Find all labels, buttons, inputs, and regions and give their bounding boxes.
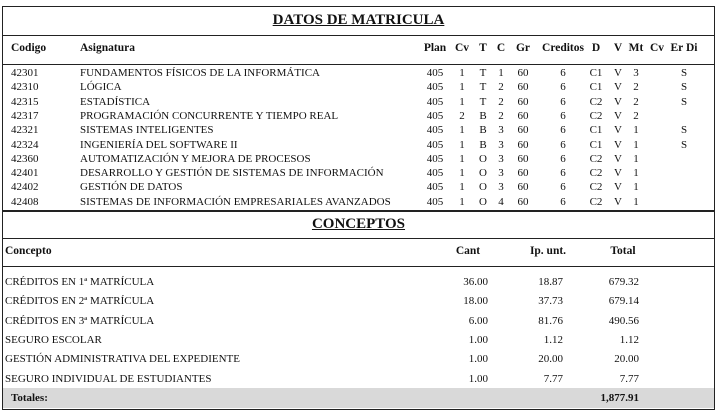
matricula-cell-cv: 1 — [459, 167, 465, 180]
matricula-cell-c: 3 — [498, 152, 504, 165]
column-header-plan: Plan — [423, 42, 447, 54]
matricula-cell-creditos: 6 — [560, 95, 566, 108]
matricula-cell-cv: 1 — [459, 152, 465, 165]
matricula-cell-v: V — [614, 138, 622, 151]
matricula-cell-codigo: 42324 — [11, 138, 39, 151]
matricula-cell-gr: 60 — [517, 195, 529, 208]
matricula-cell-creditos: 6 — [560, 67, 566, 79]
matricula-cell-d: C1 — [589, 67, 603, 79]
matricula-cell-codigo: 42301 — [11, 67, 39, 79]
concepto-cell-unit: 81.76 — [538, 314, 563, 327]
matricula-cell-codigo: 42401 — [11, 167, 39, 180]
matricula-cell-mt: 1 — [633, 124, 639, 137]
matricula-cell-creditos: 6 — [560, 109, 566, 122]
matricula-cell-cv: 1 — [459, 67, 465, 79]
matricula-cell-asignatura: SISTEMAS DE INFORMACIÓN EMPRESARIALES AVANZADOS — [80, 195, 391, 208]
matricula-cell-d: C2 — [589, 167, 603, 180]
concepto-cell-cant: 1.00 — [468, 353, 488, 366]
matricula-cell-v: V — [614, 152, 622, 165]
concepto-cell-unit: 20.00 — [538, 353, 563, 366]
matricula-cell-codigo: 42321 — [11, 124, 39, 137]
matricula-cell-creditos: 6 — [560, 81, 566, 94]
concepto-cell-total: 490.56 — [608, 314, 639, 327]
matricula-cell-c: 3 — [498, 167, 504, 180]
concepto-cell-cant: 36.00 — [463, 276, 488, 288]
matricula-cell-asignatura: GESTIÓN DE DATOS — [80, 181, 183, 194]
matricula-cell-creditos: 6 — [560, 181, 566, 194]
matricula-cell-d: C1 — [589, 138, 603, 151]
matricula-cell-plan: 405 — [426, 195, 444, 208]
concepto-cell-concepto: SEGURO INDIVIDUAL DE ESTUDIANTES — [5, 372, 212, 385]
matricula-cell-gr: 60 — [517, 81, 529, 94]
concepto-cell-total: 679.14 — [608, 295, 639, 308]
matricula-cell-cv: 1 — [459, 81, 465, 94]
concepto-cell-cant: 18.00 — [463, 295, 488, 308]
matricula-cell-plan: 405 — [426, 124, 444, 137]
matricula-cell-codigo: 42315 — [11, 95, 39, 108]
matricula-cell-asignatura: DESARROLLO Y GESTIÓN DE SISTEMAS DE INFORMACIÓN — [80, 167, 384, 180]
matricula-cell-plan: 405 — [426, 181, 444, 194]
matricula-cell-t: B — [479, 124, 487, 137]
matricula-cell-creditos: 6 — [560, 195, 566, 208]
concepto-cell-concepto: CRÉDITOS EN 1ª MATRÍCULA — [5, 276, 155, 288]
column-header-c: C — [496, 42, 506, 54]
conceptos-title: CONCEPTOS — [311, 216, 406, 232]
matricula-cell-plan: 405 — [426, 95, 444, 108]
matricula-cell-mt: 2 — [633, 95, 639, 108]
matricula-cell-mt: 1 — [633, 138, 639, 151]
matricula-cell-gr: 60 — [517, 167, 529, 180]
matricula-cell-mt: 2 — [633, 109, 639, 122]
matricula-cell-d: C2 — [589, 152, 603, 165]
column-header-v: V — [613, 42, 623, 54]
concepto-cell-cant: 1.00 — [468, 333, 488, 346]
matricula-cell-codigo: 42408 — [11, 195, 39, 208]
matricula-cell-cv: 2 — [459, 109, 465, 122]
matricula-cell-t: O — [479, 181, 487, 194]
matricula-cell-d: C2 — [589, 109, 603, 122]
matricula-cell-mt: 1 — [633, 152, 639, 165]
matricula-cell-t: T — [479, 67, 487, 79]
matricula-cell-gr: 60 — [517, 109, 529, 122]
matricula-cell-t: O — [479, 152, 487, 165]
matricula-cell-erdi: S — [680, 81, 688, 94]
matricula-cell-creditos: 6 — [560, 152, 566, 165]
matricula-cell-asignatura: LÓGICA — [80, 81, 122, 94]
matricula-cell-gr: 60 — [517, 152, 529, 165]
matricula-cell-v: V — [614, 109, 622, 122]
matricula-cell-creditos: 6 — [560, 124, 566, 137]
concepto-cell-concepto: CRÉDITOS EN 3ª MATRÍCULA — [5, 314, 155, 327]
concepto-cell-total: 679.32 — [608, 276, 639, 288]
matricula-cell-cv: 1 — [459, 181, 465, 194]
matricula-cell-v: V — [614, 95, 622, 108]
matricula-cell-asignatura: PROGRAMACIÓN CONCURRENTE Y TIEMPO REAL — [80, 109, 339, 122]
totales-row — [3, 388, 714, 408]
concepto-cell-unit: 37.73 — [538, 295, 563, 308]
matricula-cell-codigo: 42402 — [11, 181, 39, 194]
matricula-cell-codigo: 42360 — [11, 152, 39, 165]
conceptos-header-unit: Ip. unt. — [529, 245, 567, 257]
concepto-cell-cant: 1.00 — [468, 372, 488, 385]
column-header-erdi: Er Di — [670, 42, 698, 54]
matricula-cell-c: 2 — [498, 95, 504, 108]
matricula-cell-d: C1 — [589, 81, 603, 94]
matricula-cell-cv: 1 — [459, 195, 465, 208]
column-header-creditos: Creditos — [542, 42, 584, 54]
matricula-cell-plan: 405 — [426, 81, 444, 94]
matricula-cell-mt: 1 — [633, 195, 639, 208]
matricula-cell-c: 3 — [498, 181, 504, 194]
matricula-cell-asignatura: AUTOMATIZACIÓN Y MEJORA DE PROCESOS — [80, 152, 311, 165]
divider — [3, 266, 714, 267]
matricula-cell-v: V — [614, 67, 622, 79]
matricula-cell-c: 3 — [498, 138, 504, 151]
matricula-cell-creditos: 6 — [560, 138, 566, 151]
matricula-cell-v: V — [614, 181, 622, 194]
concepto-cell-concepto: CRÉDITOS EN 2ª MATRÍCULA — [5, 295, 155, 308]
matricula-cell-c: 2 — [498, 109, 504, 122]
matricula-cell-plan: 405 — [426, 152, 444, 165]
matricula-cell-d: C2 — [589, 95, 603, 108]
matricula-cell-v: V — [614, 81, 622, 94]
matricula-cell-t: T — [479, 81, 487, 94]
datos-matricula-title: DATOS DE MATRICULA — [272, 12, 445, 28]
concepto-cell-cant: 6.00 — [468, 314, 488, 327]
conceptos-header-total: Total — [610, 245, 636, 257]
matricula-cell-plan: 405 — [426, 138, 444, 151]
matricula-cell-erdi: S — [680, 138, 688, 151]
matricula-cell-c: 1 — [498, 67, 504, 79]
matricula-cell-plan: 405 — [426, 167, 444, 180]
concepto-cell-unit: 7.77 — [543, 372, 563, 385]
matricula-cell-gr: 60 — [517, 95, 529, 108]
concepto-cell-unit: 18.87 — [538, 276, 563, 288]
concepto-cell-total: 1.12 — [619, 333, 639, 346]
matricula-cell-v: V — [614, 195, 622, 208]
column-header-gr: Gr — [515, 42, 531, 54]
matricula-cell-t: B — [479, 109, 487, 122]
matricula-cell-creditos: 6 — [560, 167, 566, 180]
matricula-cell-cv: 1 — [459, 138, 465, 151]
column-header-codigo: Codigo — [11, 42, 47, 54]
matricula-cell-mt: 1 — [633, 167, 639, 180]
matricula-cell-mt: 1 — [633, 181, 639, 194]
conceptos-header-concepto: Concepto — [5, 245, 52, 257]
column-header-t: T — [479, 42, 487, 54]
divider — [3, 238, 714, 239]
matricula-cell-asignatura: SISTEMAS INTELIGENTES — [80, 124, 214, 137]
matricula-cell-v: V — [614, 167, 622, 180]
matricula-cell-gr: 60 — [517, 138, 529, 151]
conceptos-section — [2, 211, 715, 410]
totales-label: Totales: — [11, 392, 48, 404]
matricula-cell-erdi: S — [680, 95, 688, 108]
column-header-cv: Cv — [454, 42, 470, 54]
concepto-cell-concepto: SEGURO ESCOLAR — [5, 333, 102, 346]
matricula-cell-cv: 1 — [459, 95, 465, 108]
matricula-cell-d: C1 — [589, 124, 603, 137]
matricula-cell-erdi: S — [680, 67, 688, 79]
concepto-cell-concepto: GESTIÓN ADMINISTRATIVA DEL EXPEDIENTE — [5, 353, 240, 366]
matricula-cell-t: O — [479, 195, 487, 208]
matricula-cell-c: 4 — [498, 195, 504, 208]
column-header-cv2: Cv — [649, 42, 665, 54]
datos-matricula-section — [2, 6, 715, 211]
matricula-cell-cv: 1 — [459, 124, 465, 137]
concepto-cell-unit: 1.12 — [543, 333, 563, 346]
matricula-cell-gr: 60 — [517, 181, 529, 194]
matricula-cell-plan: 405 — [426, 67, 444, 79]
column-header-d: D — [591, 42, 601, 54]
matricula-cell-t: B — [479, 138, 487, 151]
matricula-cell-asignatura: FUNDAMENTOS FÍSICOS DE LA INFORMÁTICA — [80, 67, 320, 79]
matricula-cell-d: C2 — [589, 195, 603, 208]
column-header-mt: Mt — [628, 42, 644, 54]
matricula-cell-gr: 60 — [517, 67, 529, 79]
concepto-cell-total: 20.00 — [614, 353, 639, 366]
matricula-cell-t: T — [479, 95, 487, 108]
divider — [3, 64, 714, 65]
matricula-cell-asignatura: INGENIERÍA DEL SOFTWARE II — [80, 138, 238, 151]
matricula-cell-erdi: S — [680, 124, 688, 137]
matricula-cell-c: 2 — [498, 81, 504, 94]
totales-value: 1,877.91 — [600, 392, 639, 404]
concepto-cell-total: 7.77 — [619, 372, 639, 385]
matricula-cell-codigo: 42317 — [11, 109, 39, 122]
matricula-cell-c: 3 — [498, 124, 504, 137]
matricula-cell-gr: 60 — [517, 124, 529, 137]
matricula-cell-t: O — [479, 167, 487, 180]
matricula-cell-v: V — [614, 124, 622, 137]
matricula-cell-plan: 405 — [426, 109, 444, 122]
matricula-cell-mt: 3 — [633, 67, 639, 79]
matricula-cell-asignatura: ESTADÍSTICA — [80, 95, 151, 108]
divider — [3, 35, 714, 36]
matricula-cell-mt: 2 — [633, 81, 639, 94]
conceptos-header-cant: Cant — [455, 245, 481, 257]
matricula-cell-d: C2 — [589, 181, 603, 194]
column-header-asignatura: Asignatura — [80, 42, 135, 54]
matricula-cell-codigo: 42310 — [11, 81, 39, 94]
